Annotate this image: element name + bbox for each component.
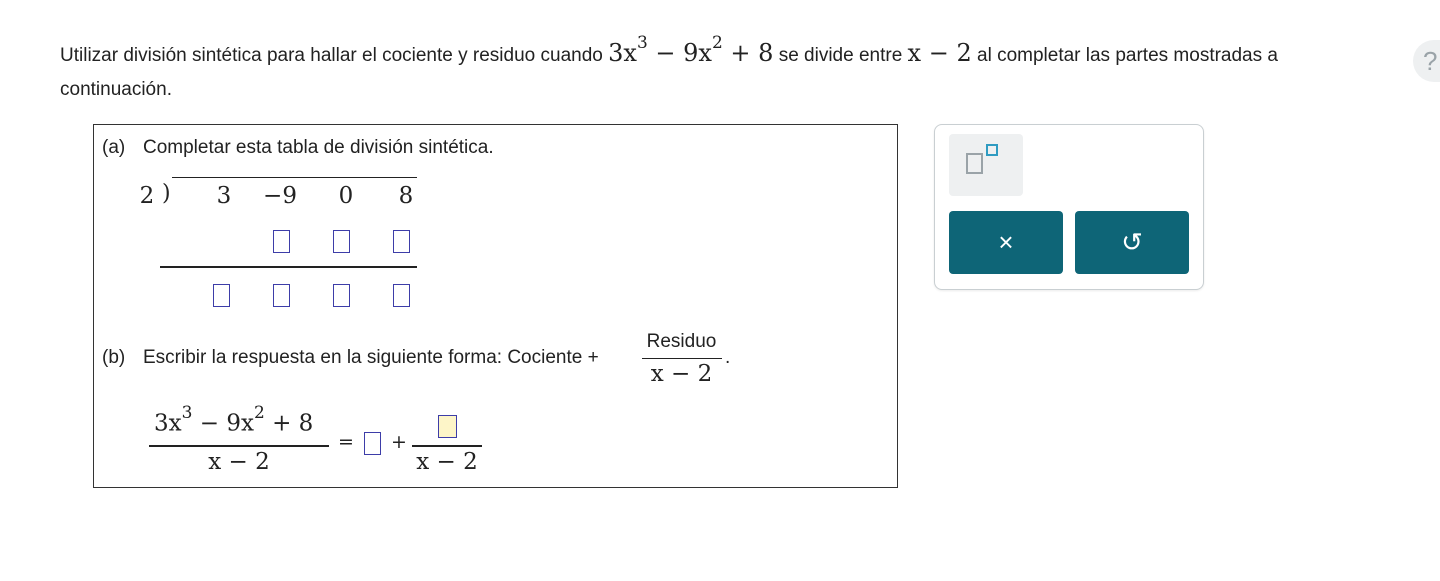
superscript-base-icon <box>966 153 983 174</box>
part-a-heading <box>102 137 494 159</box>
plus-sign: + <box>391 431 407 453</box>
form-denominator: x − 2 <box>650 361 713 387</box>
result-input-1[interactable] <box>213 284 230 307</box>
question-text <box>60 30 1390 107</box>
help-icon[interactable]: ? <box>1413 40 1440 82</box>
divisor-bracket: ) <box>162 181 171 206</box>
result-input-4[interactable] <box>393 284 410 307</box>
product-input-4[interactable] <box>393 230 410 253</box>
math-tool-panel <box>934 124 1204 290</box>
remainder-input[interactable] <box>438 415 457 438</box>
part-b-instruction: Escribir la respuesta en la siguiente forma: Cociente + <box>143 347 599 368</box>
equation-numerator: $3x^3 - 9x^2 + 8$ <box>154 403 314 437</box>
coefficient-3: 0 <box>338 183 354 209</box>
coefficient-1: 3 <box>216 183 232 209</box>
superscript-button[interactable] <box>949 134 1023 196</box>
synthetic-divisor: 2 <box>139 183 155 209</box>
part-a-instruction: Completar esta tabla de división sintética. <box>143 137 494 158</box>
result-input-3[interactable] <box>333 284 350 307</box>
part-b-heading <box>102 347 599 369</box>
equation-denominator: x − 2 <box>208 449 270 475</box>
remainder-denominator: x − 2 <box>416 449 478 475</box>
quotient-input[interactable] <box>364 432 381 455</box>
form-period: . <box>725 347 731 368</box>
question-text-2: se divide entre <box>778 45 903 66</box>
coefficient-4: 8 <box>398 183 414 209</box>
part-b-label: (b) <box>102 347 126 368</box>
residuo-label: Residuo <box>646 331 717 352</box>
result-bar <box>160 266 417 268</box>
divisor-expression: x − 2 <box>907 39 972 67</box>
product-input-3[interactable] <box>333 230 350 253</box>
question-text-3: al completar las partes mostradas a continuación. <box>60 45 1278 100</box>
coefficient-2: −9 <box>263 183 297 209</box>
problem-box <box>93 124 898 488</box>
question-text-1: Utilizar división sintética para hallar el cociente y residuo cuando <box>60 45 603 66</box>
undo-button[interactable]: ↺ <box>1075 211 1189 274</box>
equation-fraction-bar <box>149 445 329 447</box>
part-a-label: (a) <box>102 137 126 158</box>
top-bar <box>172 177 417 178</box>
dividend-polynomial: $3x^3 - 9x^2 + 8$ <box>608 33 774 67</box>
remainder-fraction-bar <box>412 445 482 447</box>
superscript-exponent-icon <box>986 144 998 156</box>
equals-sign: = <box>338 431 354 453</box>
product-input-2[interactable] <box>273 230 290 253</box>
result-input-2[interactable] <box>273 284 290 307</box>
form-fraction-bar <box>642 358 722 359</box>
clear-button[interactable]: × <box>949 211 1063 274</box>
